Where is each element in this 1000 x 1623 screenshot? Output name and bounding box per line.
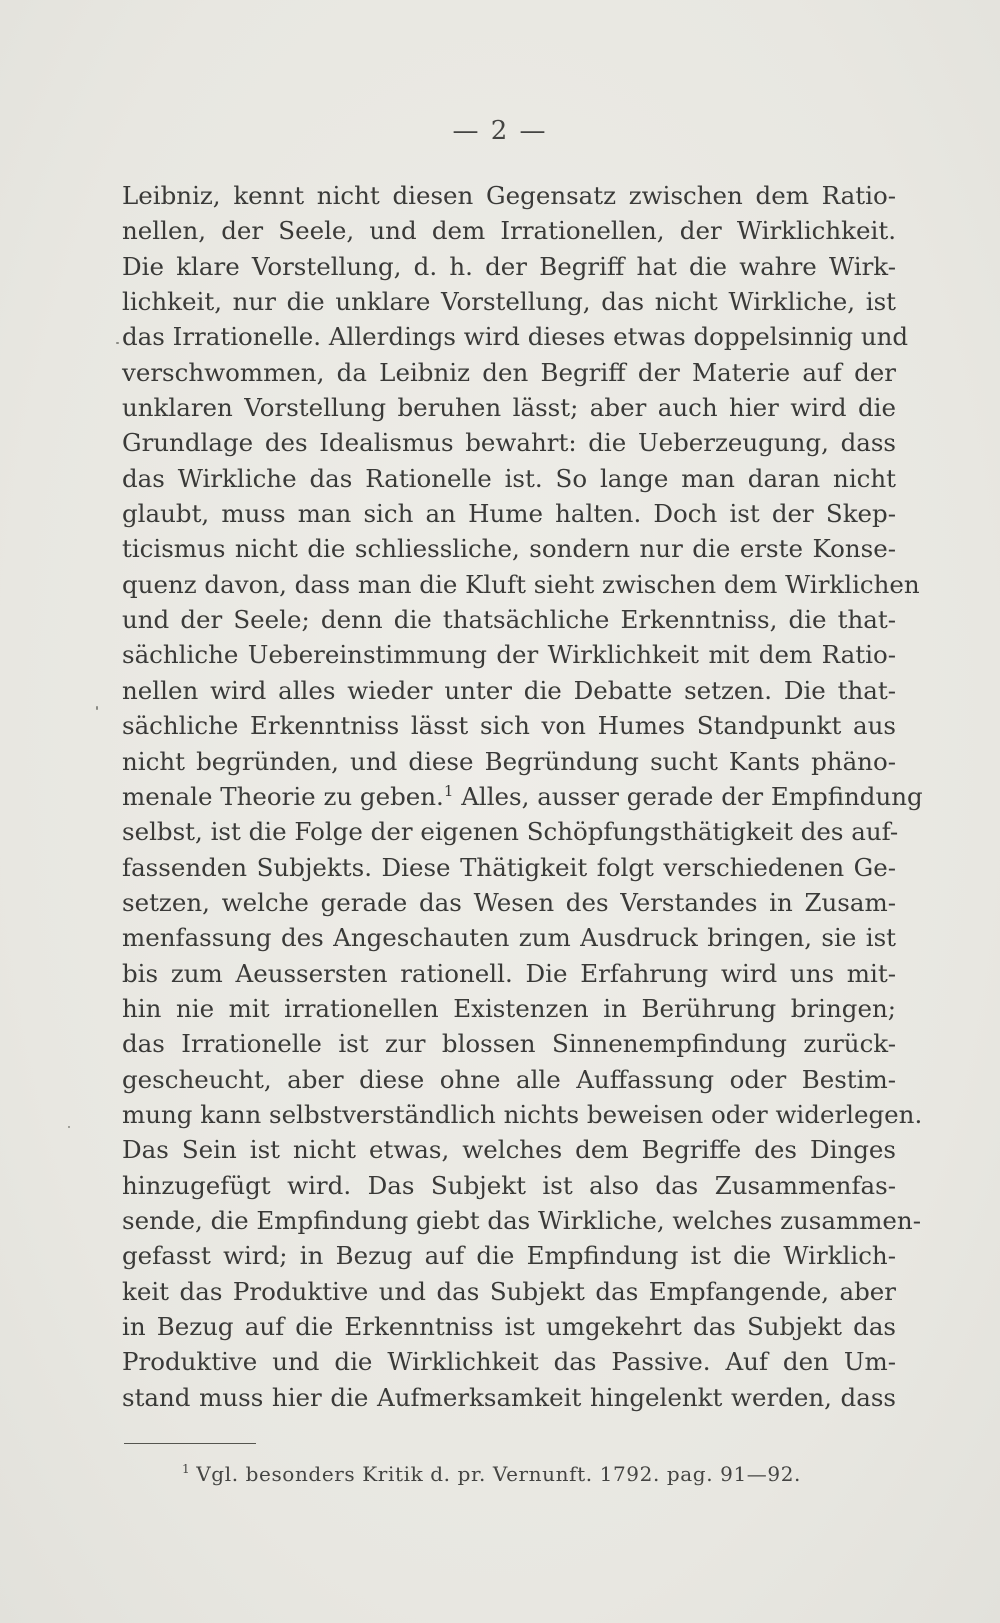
text-line: sächliche Uebereinstimmung der Wirklichkeit mit dem Ratio- bbox=[122, 640, 896, 670]
text-line: sende, die Empfindung giebt das Wirkliche, welches zusammen- bbox=[122, 1205, 921, 1235]
text-line: und der Seele; denn die thatsächliche Erkenntniss, die that- bbox=[122, 605, 896, 635]
text-line: nellen wird alles wieder unter die Debatte setzen. Die that- bbox=[122, 675, 896, 705]
text-line: Grundlage des Idealismus bewahrt: die Ueberzeugung, dass bbox=[122, 428, 896, 458]
paper-speck bbox=[96, 706, 98, 710]
text-line: fassenden Subjekts. Diese Thätigkeit folgt verschiedenen Ge- bbox=[122, 852, 896, 882]
paper-speck bbox=[68, 1126, 70, 1128]
footnote-text: Vgl. besonders Kritik d. pr. Vernunft. 1792. pag. 91—92. bbox=[196, 1462, 801, 1486]
line-start: menale Theorie zu geben. bbox=[122, 781, 444, 811]
text-line: Produktive und die Wirklichkeit das Passive. Auf den Um- bbox=[122, 1347, 896, 1377]
text-line: das Wirkliche das Rationelle ist. So lange man daran nicht bbox=[122, 463, 896, 493]
text-line: stand muss hier die Aufmerksamkeit hingelenkt werden, dass bbox=[122, 1382, 896, 1412]
text-line: keit das Produktive und das Subjekt das Empfangende, aber bbox=[122, 1276, 896, 1306]
text-line: hinzugefügt wird. Das Subjekt ist also das Zusammenfas- bbox=[122, 1170, 896, 1200]
text-line: setzen, welche gerade das Wesen des Verstandes in Zusam- bbox=[122, 887, 896, 917]
text-line: Die klare Vorstellung, d. h. der Begriff hat die wahre Wirk- bbox=[122, 251, 896, 281]
text-line: gefasst wird; in Bezug auf die Empfindung ist die Wirklich- bbox=[122, 1241, 896, 1271]
line-rest: Alles, ausser gerade der Empfindung bbox=[453, 781, 923, 811]
text-line: das Irrationelle ist zur blossen Sinnenempfindung zurück- bbox=[122, 1029, 896, 1059]
text-line: sächliche Erkenntniss lässt sich von Humes Standpunkt aus bbox=[122, 711, 896, 741]
body-text bbox=[122, 178, 923, 1415]
text-line: mung kann selbstverständlich nichts beweisen oder widerlegen. bbox=[122, 1099, 923, 1129]
text-line: bis zum Aeussersten rationell. Die Erfahrung wird uns mit- bbox=[122, 958, 896, 988]
text-line-with-footnote-ref bbox=[122, 779, 923, 814]
text-line: hin nie mit irrationellen Existenzen in Berührung bringen; bbox=[122, 993, 896, 1023]
footnote-number: 1 bbox=[182, 1462, 191, 1477]
text-line: das Irrationelle. Allerdings wird dieses etwas doppelsinnig und bbox=[122, 322, 909, 352]
text-line: gescheucht, aber diese ohne alle Auffassung oder Bestim- bbox=[122, 1064, 896, 1094]
footnote-divider bbox=[124, 1443, 256, 1444]
text-line: menfassung des Angeschauten zum Ausdruck bringen, sie ist bbox=[122, 923, 896, 953]
text-line: unklaren Vorstellung beruhen lässt; aber auch hier wird die bbox=[122, 393, 896, 423]
text-line: Das Sein ist nicht etwas, welches dem Begriffe des Dinges bbox=[122, 1135, 896, 1165]
text-line: quenz davon, dass man die Kluft sieht zwischen dem Wirklichen bbox=[122, 569, 920, 599]
text-line: Leibniz, kennt nicht diesen Gegensatz zwischen dem Ratio- bbox=[122, 181, 896, 210]
paper-speck bbox=[116, 342, 119, 344]
text-line: nellen, der Seele, und dem Irrationellen, der Wirklichkeit. bbox=[122, 216, 896, 246]
text-line: in Bezug auf die Erkenntniss ist umgekehrt das Subjekt das bbox=[122, 1312, 896, 1341]
footnote-reference[interactable]: 1 bbox=[443, 781, 454, 800]
text-line: nicht begründen, und diese Begründung sucht Kants phäno- bbox=[122, 746, 896, 776]
text-line: ticismus nicht die schliessliche, sondern nur die erste Konse- bbox=[122, 534, 896, 564]
text-line: glaubt, muss man sich an Hume halten. Doch ist der Skep- bbox=[122, 499, 896, 529]
text-line: lichkeit, nur die unklare Vorstellung, das nicht Wirkliche, ist bbox=[122, 287, 896, 317]
text-line: verschwommen, da Leibniz den Begriff der Materie auf der bbox=[122, 357, 896, 387]
text-line: selbst, ist die Folge der eigenen Schöpfungsthätigkeit des auf- bbox=[122, 817, 899, 847]
footnote bbox=[182, 1462, 801, 1486]
page-number: — 2 — bbox=[452, 116, 548, 146]
